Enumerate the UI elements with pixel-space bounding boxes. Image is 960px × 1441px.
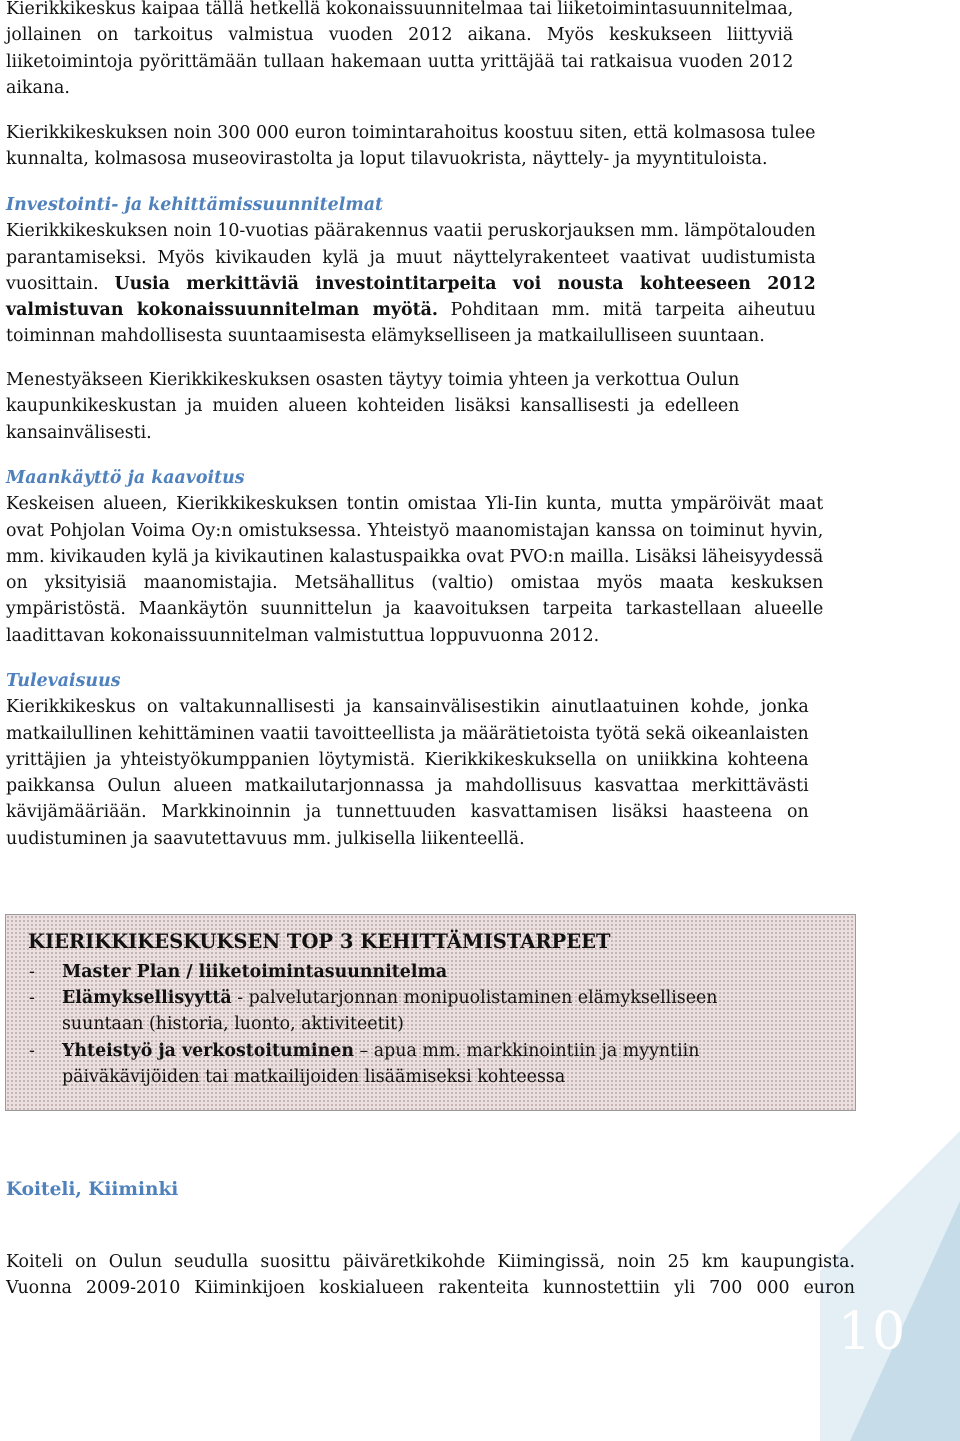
paragraph-maankaytto: Keskeisen alueen, Kierikkikeskuksen tontin omistaa Yli-Iin kunta, mutta ympäröivät maat ovat Pohjolan Voima Oy:n omistuksessa. Yhteistyö maanomistajan kanssa on toiminut hyvin, mm. kivikauden kylä ja kivikautinen kalastuspaikka ovat PVO:n mailla. Lisäksi läheisyydessä on yksityisiä maanomistajia. Metsähallitus (valtio) omistaa myös maata keskuksen ympäristöstä. Maankäytön suunnittelun ja kaavoituksen tarpeita tarkastellaan alueelle laadittavan kokonaissuunnitelman valmistuttua loppuvuonna 2012.	[6, 494, 824, 646]
list-dash: -	[29, 988, 35, 1008]
top3-item: - Elämyksellisyyttä - palvelutarjonnan monipuolistaminen elämykselliseen suuntaan (historia, luonto, aktiviteetit)	[62, 985, 782, 1038]
paragraph-rahoitus: Kierikkikeskuksen noin 300 000 euron toimintarahoitus koostuu siten, että kolmasosa tulee kunnalta, kolmasosa museovirastolta ja loput tilavuokrista, näyttely- ja myyntituloista.	[6, 123, 816, 170]
paragraph-tulevaisuus: Kierikkikeskus on valtakunnallisesti ja kansainvälisestikin ainutlaatuinen kohde, jonka matkailullinen kehittäminen vaatii tavoitteellista ja määrätietoista työtä sekä oikeanlaisten yrittäjien ja yhteistyökumppanien löytymistä. Kierikkikeskuksella on uniikkina kohteena paikkansa Oulun alueen matkailutarjonnassa ja mahdollisuus kasvattaa merkittävästi kävijämääriään. Markkinoinnin ja tunnettuuden kasvattamisen lisäksi haasteena on uudistuminen ja saavutettavuus mm. julkisella liikenteellä.	[6, 697, 809, 849]
section-investointi	[6, 192, 816, 350]
section-heading-investointi: Investointi- ja kehittämissuunnitelmat	[6, 195, 384, 215]
top3-item: - Master Plan / liiketoimintasuunnitelma	[62, 959, 782, 985]
list-dash: -	[29, 1041, 35, 1061]
paragraph-koiteli: Koiteli on Oulun seudulla suosittu päiväretkikohde Kiimingissä, noin 25 km kaupungista. Vuonna 2009-2010 Kiiminkijoen koskialueen rakenteita kunnostettiin yli 700 000 euron	[6, 1252, 855, 1299]
top3-item: - Yhteistyö ja verkostoituminen – apua mm. markkinointiin ja myyntiin päiväkävijöiden tai matkailijoiden lisäämiseksi kohteessa	[62, 1038, 782, 1091]
paragraph-kokonaissuunnitelma: Kierikkikeskus kaipaa tällä hetkellä kokonaissuunnitelmaa tai liiketoimintasuunnitelmaa, jollainen on tarkoitus valmistua vuoden 2012 aikana. Myös keskukseen liittyviä liiketoimintoja pyörittämään tullaan hakemaan uutta yrittäjää tai ratkaisua vuoden 2012 aikana.	[6, 0, 794, 98]
section-maankaytto	[6, 465, 823, 649]
list-dash: -	[29, 962, 35, 982]
section-heading-koiteli: Koiteli, Kiiminki	[6, 1179, 179, 1200]
page-number: 10	[838, 1302, 907, 1362]
top3-title: KIERIKKIKESKUKSEN TOP 3 KEHITTÄMISTARPEET	[28, 930, 611, 953]
section-tulevaisuus	[6, 668, 809, 852]
section-heading-tulevaisuus: Tulevaisuus	[6, 671, 121, 691]
top3-callout-box	[5, 914, 856, 1111]
paragraph-investointi: Kierikkikeskuksen noin 10-vuotias päärakennus vaatii peruskorjauksen mm. lämpötalouden parantamiseksi. Myös kivikauden kylä ja muut näyttelyrakenteet vaativat uudistumista vuosittain. Uusia merkittäviä investointitarpeita voi nousta kohteeseen 2012 valmistuvan kokonaissuunnitelman myötä. Pohditaan mm. mitä tarpeita aiheutuu toiminnan mahdollisesta suuntaamisesta elämykselliseen ja matkailulliseen suuntaan.	[6, 221, 816, 347]
paragraph-verkottuminen: Menestyäkseen Kierikkikeskuksen osasten täytyy toimia yhteen ja verkottua Oulun kaupunkikeskustan ja muiden alueen kohteiden lisäksi kansallisesti ja edelleen kansainvälisesti.	[6, 370, 740, 443]
section-heading-maankaytto: Maankäyttö ja kaavoitus	[6, 468, 245, 488]
